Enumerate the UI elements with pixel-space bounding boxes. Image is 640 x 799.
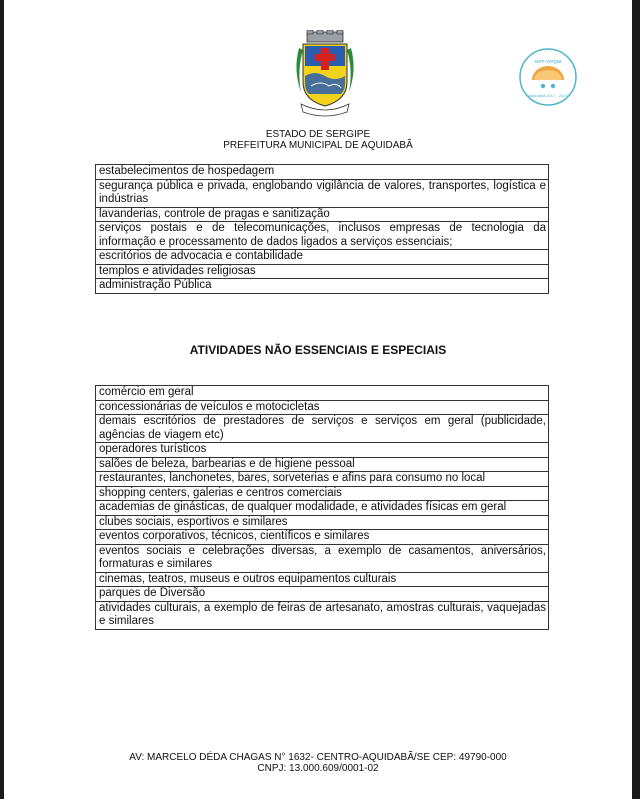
activity-cell: cinemas, teatros, museus e outros equipamentos culturais [96,572,549,587]
table-row [96,207,549,222]
nonessential-activities-table [95,385,549,630]
prefecture-name: PREFEITURA MUNICIPAL DE AQUIDABÃ [223,140,413,151]
activity-cell: restaurantes, lanchonetes, bares, sorveterias e afins para consumo no local [96,472,549,487]
activity-cell: segurança pública e privada, englobando vigilância de valores, transportes, logística e indústrias [96,179,549,207]
activity-cell: atividades culturais, a exemplo de feiras de artesanato, amostras culturais, vaquejadas e similares [96,601,549,629]
table-row [96,587,549,602]
seal-bottom-text: Aquidabã 2017 - 2020 [528,93,568,98]
activity-cell: operadores turísticos [96,443,549,458]
activity-cell: administração Pública [96,279,549,294]
activity-cell: serviços postais e de telecomunicações, inclusos empresas de tecnologia da informação e processamento de dados ligados a serviços essenciais; [96,222,549,250]
activity-cell: eventos corporativos, técnicos, científicos e similares [96,530,549,545]
municipal-coat-of-arms-icon [293,30,357,118]
table-row [96,400,549,415]
document-page [4,0,632,799]
table-row [96,179,549,207]
table-row [96,279,549,294]
activity-cell: escritórios de advocacia e contabilidade [96,250,549,265]
table-row [96,443,549,458]
activity-cell: lavanderias, controle de pragas e sanitização [96,207,549,222]
table-row [96,544,549,572]
activity-cell: concessionárias de veículos e motocicletas [96,400,549,415]
table-row [96,572,549,587]
activity-cell: comércio em geral [96,386,549,401]
table-row [96,601,549,629]
anniversary-seal-icon [519,48,577,106]
table-row [96,501,549,516]
essential-activities-table [95,164,549,294]
table-row [96,457,549,472]
activity-cell: templos e atividades religiosas [96,264,549,279]
table-row [96,486,549,501]
table-row [96,386,549,401]
activity-cell: salões de beleza, barbearias e de higiene pessoal [96,457,549,472]
footer-cnpj: CNPJ: 13.000.609/0001-02 [257,763,379,774]
table-row [96,222,549,250]
activity-cell: demais escritórios de prestadores de serviços e serviços em geral (publicidade, agências de viagem etc) [96,415,549,443]
seal-top-text: sem vergar [534,59,562,65]
activity-cell: estabelecimentos de hospedagem [96,165,549,180]
activity-cell: academias de ginásticas, de qualquer modalidade, e atividades físicas em geral [96,501,549,516]
table-row [96,472,549,487]
table-row [96,165,549,180]
state-name: ESTADO DE SERGIPE [265,129,371,140]
section-title: ATIVIDADES NÃO ESSENCIAIS E ESPECIAIS [189,343,447,357]
table-row [96,515,549,530]
footer-address: AV: MARCELO DÉDA CHAGAS N° 1632- CENTRO-AQUIDABÃ/SE CEP: 49790-000 [129,752,507,763]
table-row [96,264,549,279]
table-row [96,530,549,545]
activity-cell: shopping centers, galerias e centros comerciais [96,486,549,501]
table-row [96,250,549,265]
activity-cell: parques de Diversão [96,587,549,602]
activity-cell: eventos sociais e celebrações diversas, a exemplo de casamentos, aniversários, formaturas e similares [96,544,549,572]
table-row [96,415,549,443]
activity-cell: clubes sociais, esportivos e similares [96,515,549,530]
